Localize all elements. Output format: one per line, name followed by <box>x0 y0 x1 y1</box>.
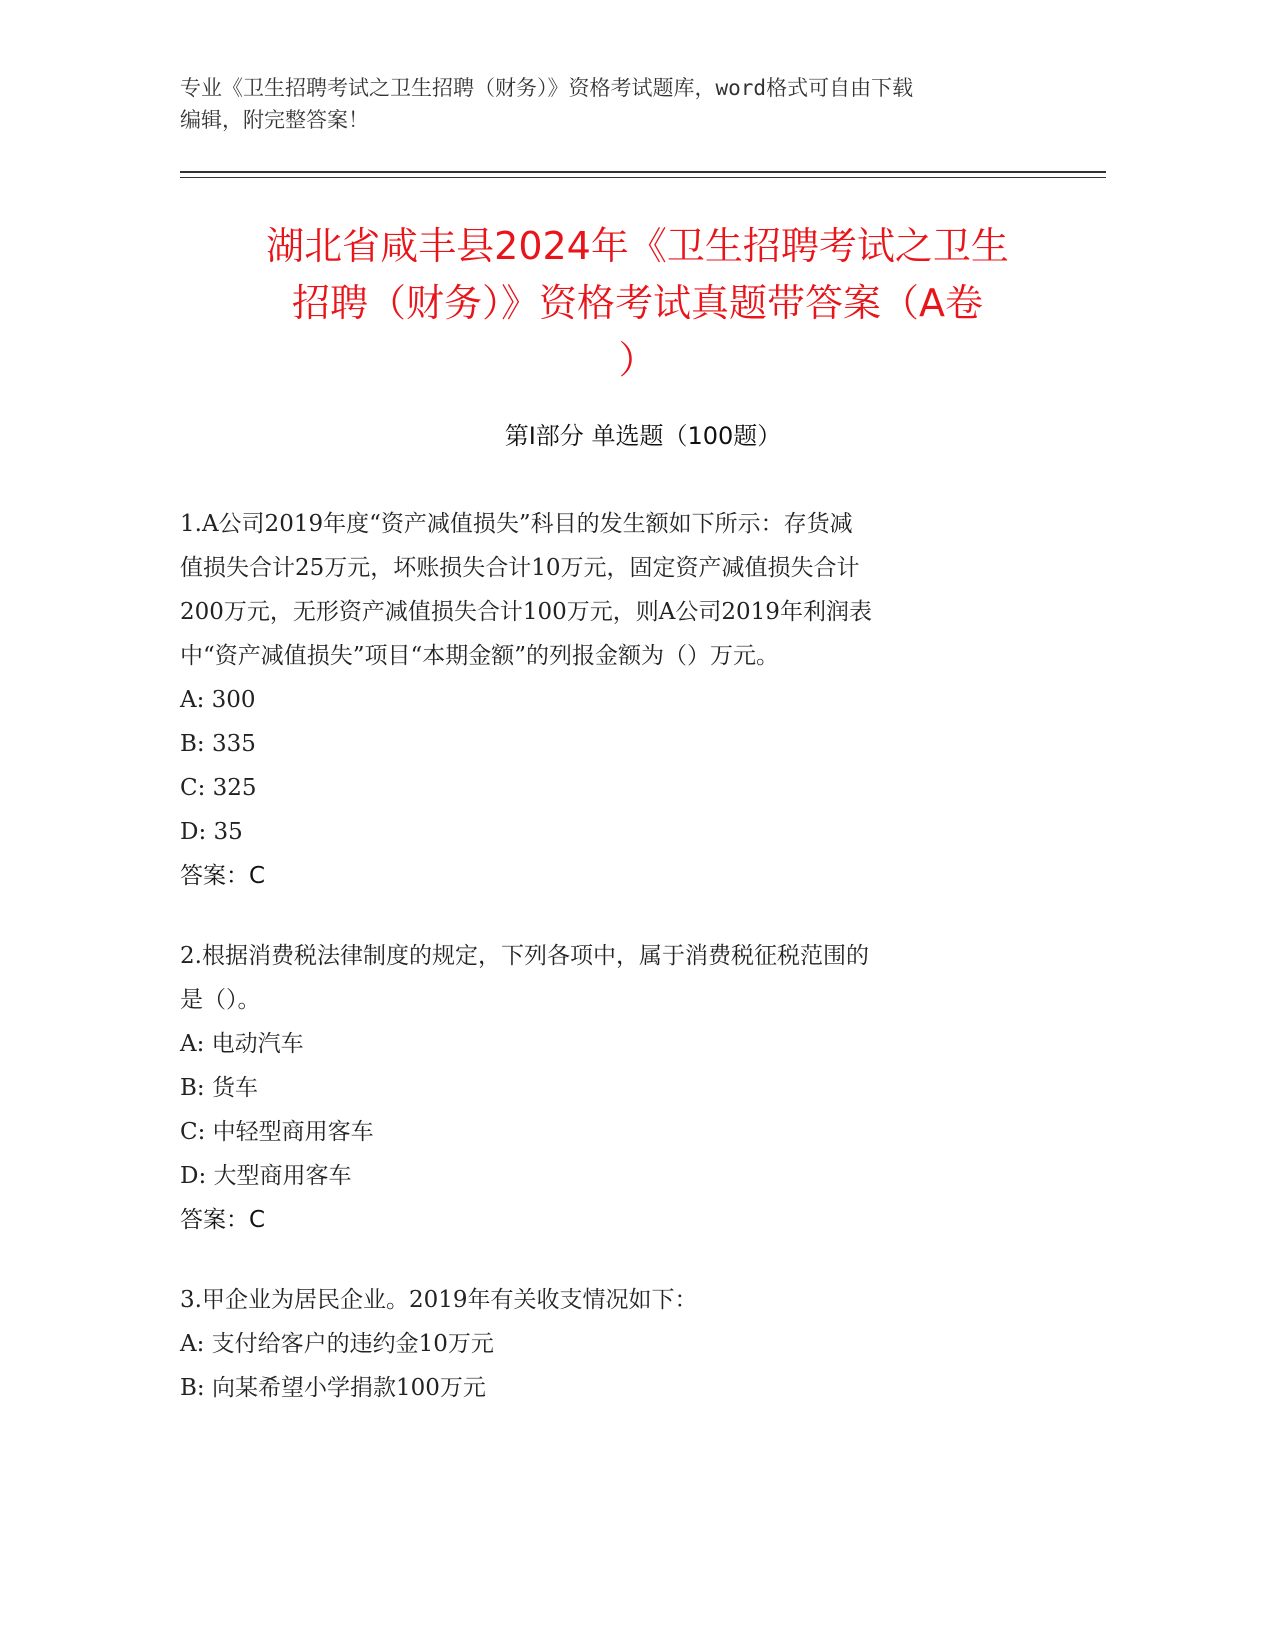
option-d: D: 大型商用客车 <box>180 1163 352 1189</box>
header-note-line: 专业《卫生招聘考试之卫生招聘（财务）》资格考试题库，word格式可自由下载 <box>180 76 914 100</box>
question-1 <box>180 502 1030 898</box>
answer-line: 答案：C <box>180 1207 266 1233</box>
section-heading: 第I部分 单选题（100题） <box>504 422 782 450</box>
header-divider-thick <box>180 171 1106 173</box>
question-text-line: 值损失合计25万元，坏账损失合计10万元，固定资产减值损失合计 <box>180 555 860 581</box>
question-text-line: 200万元，无形资产减值损失合计100万元，则A公司2019年利润表 <box>180 599 872 625</box>
option-c: C: 中轻型商用客车 <box>180 1119 374 1145</box>
document-title-line: ） <box>618 338 657 382</box>
option-b: B: 向某希望小学捐款100万元 <box>180 1375 486 1401</box>
question-3 <box>180 1278 1030 1410</box>
document-title-line: 湖北省咸丰县2024年《卫生招聘考试之卫生 <box>266 224 1009 268</box>
answer-line: 答案：C <box>180 863 266 889</box>
document-title <box>170 218 1105 389</box>
question-text-line: 是（）。 <box>180 987 261 1013</box>
option-a: A: 电动汽车 <box>180 1031 304 1057</box>
option-a: A: 300 <box>180 687 256 713</box>
question-list <box>180 502 1030 1446</box>
question-2 <box>180 934 1030 1242</box>
header-note-line: 编辑，附完整答案！ <box>180 108 369 132</box>
option-c: C: 325 <box>180 775 257 801</box>
option-a: A: 支付给客户的违约金10万元 <box>180 1331 494 1357</box>
header-divider-thin <box>180 177 1106 178</box>
option-d: D: 35 <box>180 819 243 845</box>
question-text-line: 1.A公司2019年度“资产减值损失”科目的发生额如下所示：存货减 <box>180 511 853 537</box>
question-text-line: 3.甲企业为居民企业。2019年有关收支情况如下： <box>180 1287 698 1313</box>
question-text-line: 2.根据消费税法律制度的规定，下列各项中，属于消费税征税范围的 <box>180 943 869 969</box>
option-b: B: 货车 <box>180 1075 258 1101</box>
document-title-line: 招聘（财务）》资格考试真题带答案（A卷 <box>292 281 983 325</box>
header-note <box>180 72 1050 136</box>
question-text-line: 中“资产减值损失”项目“本期金额”的列报金额为（）万元。 <box>180 643 780 669</box>
option-b: B: 335 <box>180 731 256 757</box>
